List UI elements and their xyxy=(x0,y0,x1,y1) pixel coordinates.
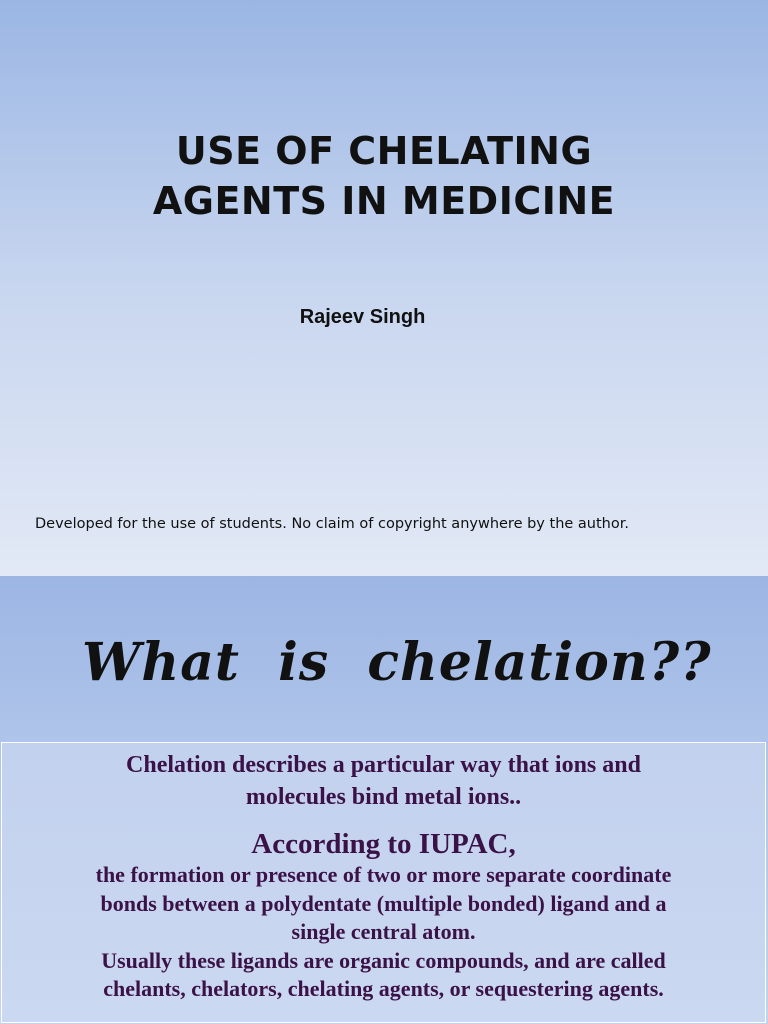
slide-title xyxy=(0,126,768,226)
copyright-disclaimer: Developed for the use of students. No claim of copyright anywhere by the author. xyxy=(35,516,629,532)
slide-title-line-1: USE OF CHELATING xyxy=(175,129,593,173)
slide-title-line-2: AGENTS IN MEDICINE xyxy=(152,179,616,223)
iupac-definition xyxy=(2,861,765,1004)
definition-text-box xyxy=(1,742,766,1023)
ligands-line-2: chelants, chelators, chelating agents, or sequestering agents. xyxy=(103,976,664,1001)
chelation-heading: What is chelation?? xyxy=(82,632,712,693)
definition-line-2: bonds between a polydentate (multiple bonded) ligand and a xyxy=(100,890,667,916)
ligands-line-1: Usually these ligands are organic compounds, and are called xyxy=(101,947,666,973)
definition-line-1: the formation or presence of two or more separate coordinate xyxy=(95,862,672,887)
definition-line-3: single central atom. xyxy=(291,919,476,944)
intro-line-2: molecules bind metal ions.. xyxy=(245,784,522,810)
iupac-heading: According to IUPAC, xyxy=(251,828,516,860)
intro-paragraph xyxy=(2,749,765,813)
intro-line-1: Chelation describes a particular way that ions and xyxy=(126,752,641,778)
author-name: Rajeev Singh xyxy=(299,306,426,328)
